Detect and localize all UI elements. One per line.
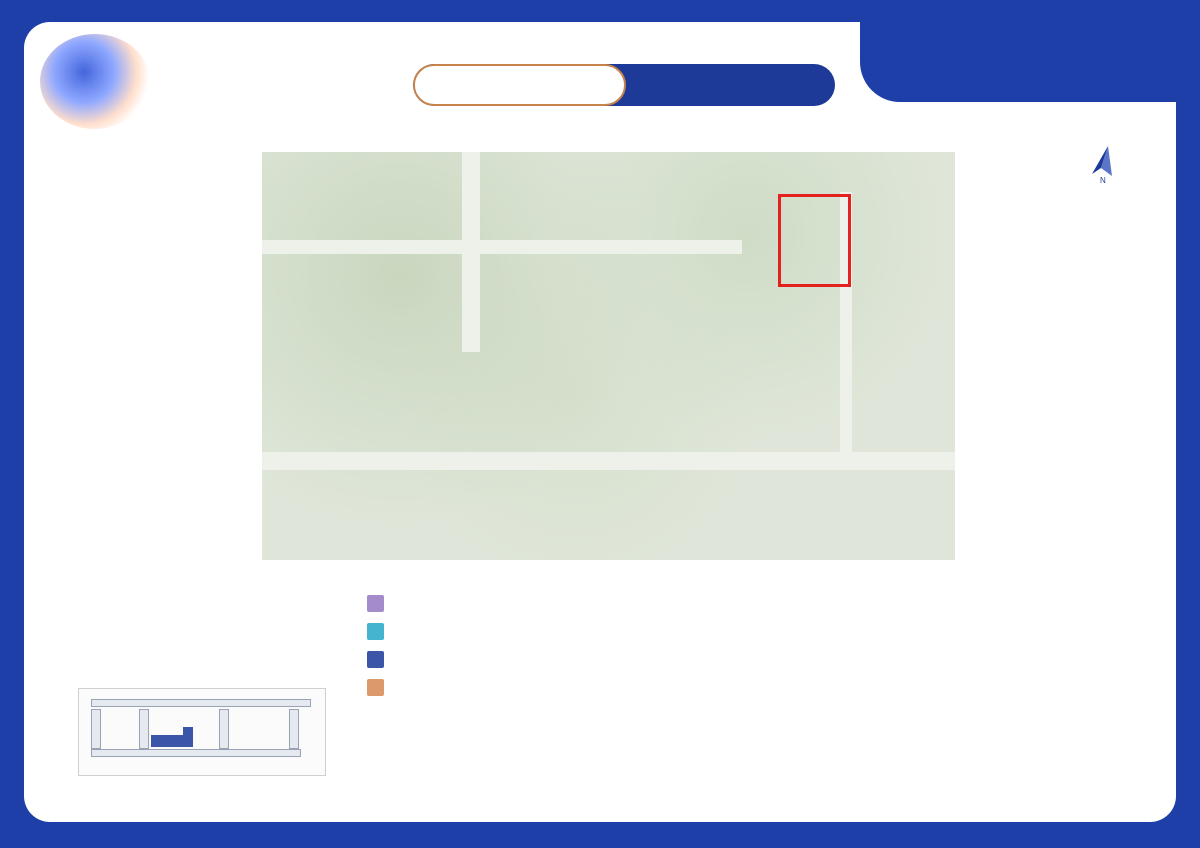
highlight-box xyxy=(778,194,851,287)
legend xyxy=(367,592,847,704)
swatch-studio xyxy=(367,595,384,612)
building-floor-pill xyxy=(413,64,835,106)
key-plan-block xyxy=(139,709,149,749)
legend-row-plus xyxy=(367,676,847,704)
north-arrow-icon xyxy=(1086,144,1120,184)
key-plan-highlight xyxy=(183,727,193,737)
swatch-walk-in xyxy=(367,623,384,640)
key-plan-thumbnail xyxy=(78,688,326,776)
floor-plan xyxy=(262,152,955,560)
key-plan-block xyxy=(289,709,299,749)
building-label xyxy=(413,64,626,106)
swatch-exclusive xyxy=(367,651,384,668)
legend-row-studio xyxy=(367,592,847,620)
swatch-plus xyxy=(367,679,384,696)
key-plan-block xyxy=(91,709,101,749)
key-plan-block xyxy=(219,709,229,749)
floor-label xyxy=(626,64,835,106)
legend-row-walk-in xyxy=(367,620,847,648)
key-plan-block xyxy=(91,699,311,707)
corridor xyxy=(262,452,955,470)
key-plan-block xyxy=(91,749,301,757)
decorative-glow xyxy=(40,34,150,129)
legend-row-exclusive xyxy=(367,648,847,676)
garden-path xyxy=(262,240,742,254)
garden-path xyxy=(462,152,480,352)
svg-text:N: N xyxy=(1100,176,1106,184)
brand-tab xyxy=(860,0,1200,102)
